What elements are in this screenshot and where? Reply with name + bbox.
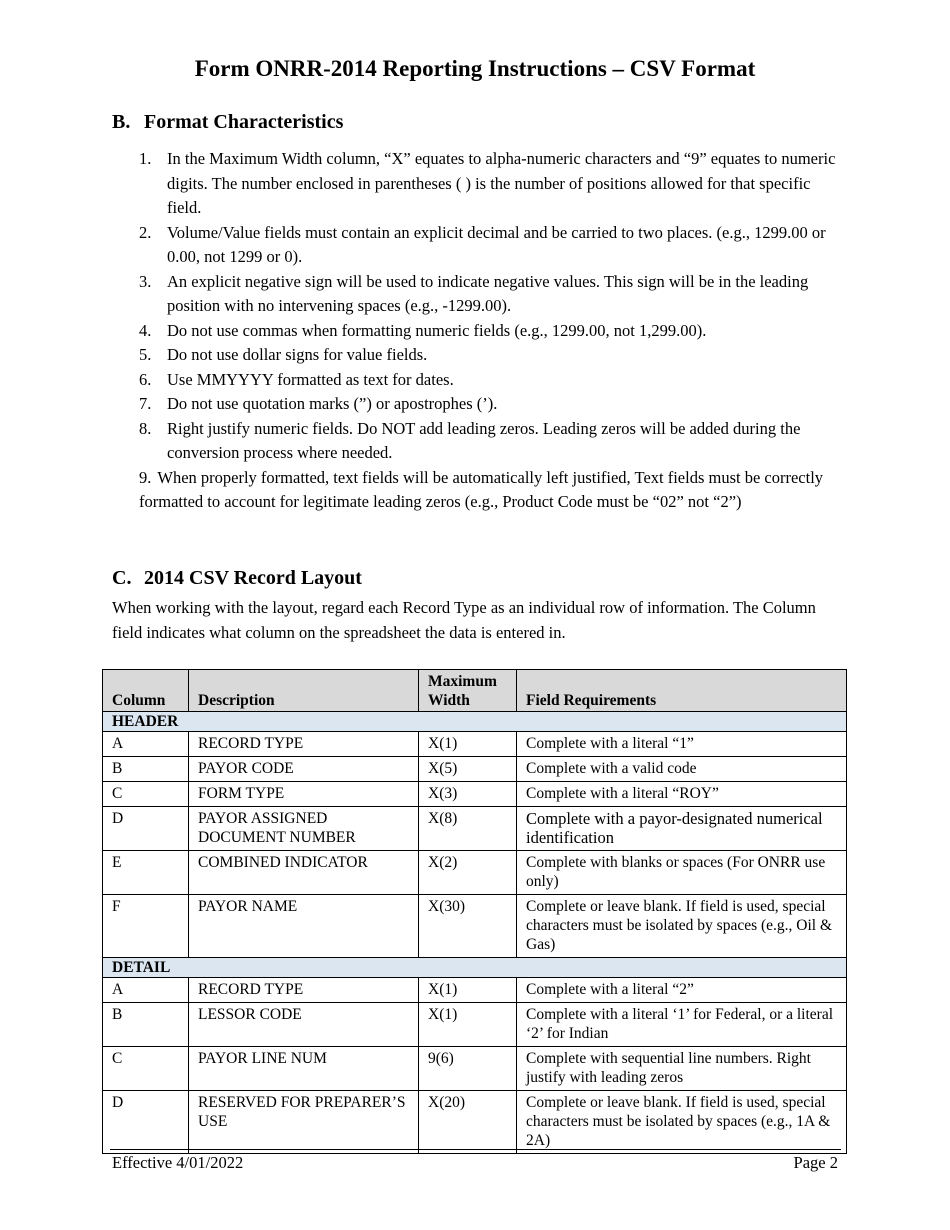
cell-width: X(20) [419,1091,517,1154]
cell-column: E [103,851,189,895]
table-row [103,757,847,782]
cell-column: A [103,732,189,757]
format-rules-list [139,147,839,515]
cell-column: F [103,895,189,958]
rule-text: An explicit negative sign will be used to indicate negative values. This sign will be in the leading position with no intervening spaces (e.g., -1299.00). [167,271,809,315]
cell-width: X(1) [419,978,517,1003]
section-c-heading [112,567,362,590]
section-b-title: Format Characteristics [144,111,344,133]
rule-number: 3. [139,271,152,291]
table-row [103,1003,847,1047]
cell-requirements: Complete with a literal “2” [517,978,847,1003]
cell-width: X(30) [419,895,517,958]
table-row [103,782,847,807]
cell-width: X(1) [419,1003,517,1047]
cell-description: PAYOR NAME [189,895,419,958]
cell-requirements: Complete with a valid code [517,757,847,782]
footer-effective-date: Effective 4/01/2022 [112,1153,244,1172]
rule-text: Do not use commas when formatting numeric fields (e.g., 1299.00, not 1,299.00). [167,320,707,340]
rule-number: 9. [139,467,152,487]
detail-section-label: DETAIL [103,958,847,978]
section-c-intro: When working with the layout, regard each Record Type as an individual row of information. The Column field indicates what column on the spreadsheet the data is entered in. [112,598,816,642]
field-requirements-header: Field Requirements [517,670,847,712]
cell-column: C [103,782,189,807]
max-width-header-line2: Width [428,692,470,709]
list-item [139,466,839,515]
rule-text: Volume/Value fields must contain an explicit decimal and be carried to two places. (e.g., 1299.00 or 0.00, not 1299 or 0). [167,222,826,266]
table-row [103,978,847,1003]
rule-number: 2. [139,222,152,242]
rule-number: 5. [139,345,152,364]
cell-column: C [103,1047,189,1091]
cell-description: COMBINED INDICATOR [189,851,419,895]
section-c-title: 2014 CSV Record Layout [144,567,362,589]
list-item [139,392,839,417]
table-header-row [103,670,847,712]
detail-section-row [103,958,847,978]
cell-requirements: Complete or leave blank. If field is used, special characters must be isolated by spaces (e.g., Oil & Gas) [517,895,847,958]
table-row [103,807,847,851]
cell-width: X(1) [419,732,517,757]
cell-requirements: Complete with a payor-designated numerical identification [517,807,847,851]
section-c-label: C. [112,567,132,589]
header-section-row [103,712,847,732]
table-row [103,895,847,958]
rule-text: In the Maximum Width column, “X” equates to alpha-numeric characters and “9” equates to numeric digits. The number enclosed in parentheses ( ) is the number of positions allowed for that specific field. [167,149,836,217]
cell-width: X(8) [419,807,517,851]
footer-page-number: Page 2 [793,1153,838,1172]
list-item [139,221,839,270]
max-width-header [419,670,517,712]
cell-column: A [103,978,189,1003]
cell-requirements: Complete with sequential line numbers. Right justify with leading zeros [517,1047,847,1091]
table-row [103,1091,847,1154]
cell-description: RECORD TYPE [189,978,419,1003]
rule-text: Use MMYYYY formatted as text for dates. [167,369,454,389]
section-b-label: B. [112,111,131,133]
rule-text: Do not use quotation marks (”) or apostrophes (’). [167,394,498,413]
cell-requirements: Complete with a literal “1” [517,732,847,757]
max-width-header-line1: Maximum [428,673,497,690]
rule-text: Do not use dollar signs for value fields. [167,345,428,364]
rule-text: Right justify numeric fields. Do NOT add leading zeros. Leading zeros will be added during the conversion process where needed. [167,418,801,462]
column-header: Column [103,670,189,712]
cell-column: D [103,1091,189,1154]
rule-number: 6. [139,369,152,389]
cell-description: RESERVED FOR PREPARER’S USE [189,1091,419,1154]
cell-width: X(5) [419,757,517,782]
cell-requirements: Complete with a literal “ROY” [517,782,847,807]
cell-description: RECORD TYPE [189,732,419,757]
list-item [139,368,839,393]
table-row [103,732,847,757]
rule-number: 1. [139,149,152,168]
cell-width: X(3) [419,782,517,807]
cell-width: X(2) [419,851,517,895]
cell-description: PAYOR LINE NUM [189,1047,419,1091]
list-item [139,270,839,319]
rule-number: 4. [139,320,152,340]
header-section-label: HEADER [103,712,847,732]
cell-column: B [103,1003,189,1047]
cell-requirements: Complete with blanks or spaces (For ONRR use only) [517,851,847,895]
section-b-heading [112,111,343,134]
rule-number: 7. [139,394,152,413]
list-item [139,319,839,344]
cell-column: D [103,807,189,851]
footer-divider [110,1149,841,1150]
cell-requirements: Complete with a literal ‘1’ for Federal, or a literal ‘2’ for Indian [517,1003,847,1047]
list-item [139,147,839,221]
table-row [103,1047,847,1091]
list-item [139,417,839,466]
cell-description: LESSOR CODE [189,1003,419,1047]
cell-description: PAYOR CODE [189,757,419,782]
rule-text: When properly formatted, text fields will be automatically left justified, Text fields must be correctly formatted to account for legitimate leading zeros (e.g., Product Code must be “02” not “2”) [139,467,824,511]
description-header: Description [189,670,419,712]
cell-requirements: Complete or leave blank. If field is used, special characters must be isolated by spaces (e.g., 1A & 2A) [517,1091,847,1154]
cell-width: 9(6) [419,1047,517,1091]
page-title: Form ONRR-2014 Reporting Instructions – CSV Format [194,56,756,81]
list-item [139,343,839,368]
cell-description: FORM TYPE [189,782,419,807]
record-layout-table [102,669,847,1154]
cell-description: PAYOR ASSIGNED DOCUMENT NUMBER [189,807,419,851]
cell-column: B [103,757,189,782]
table-row [103,851,847,895]
rule-number: 8. [139,418,152,438]
